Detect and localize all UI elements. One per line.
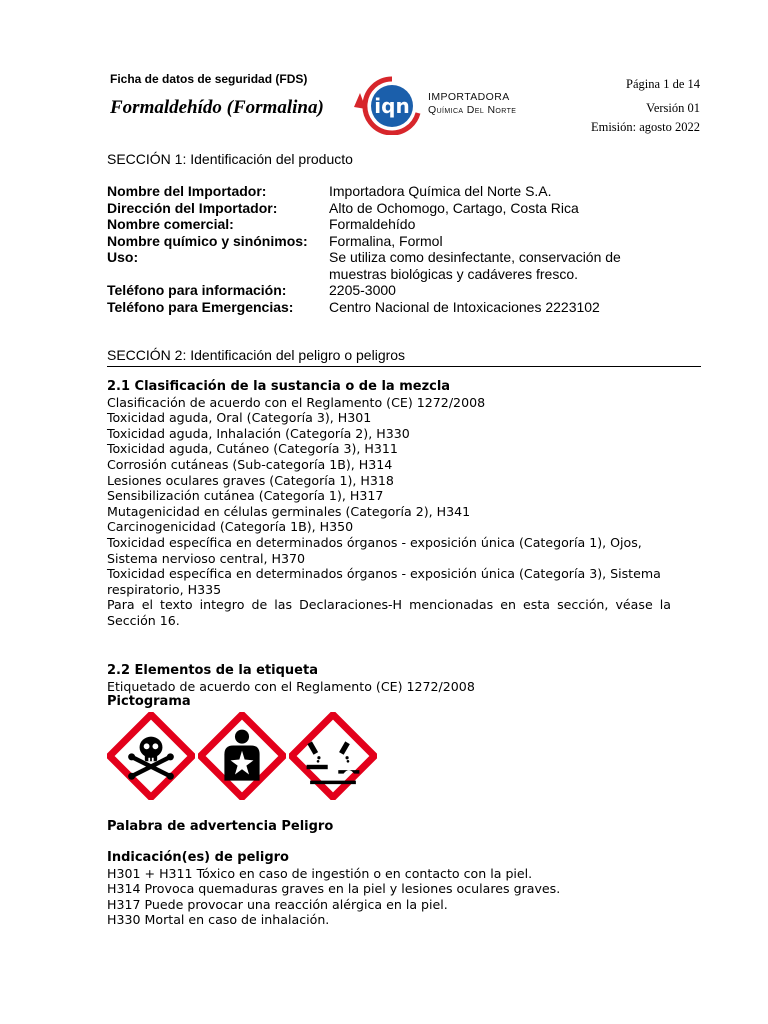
classification-block (107, 379, 671, 629)
classification-line: Lesiones oculares graves (Categoría 1), H318 (107, 472, 394, 488)
hazard-statement: H301 + H311 Tóxico en caso de ingestión o en contacto con la piel. (107, 865, 533, 881)
skull-crossbones-icon (107, 712, 195, 800)
doc-meta (591, 75, 700, 137)
kv-value: Se utiliza como desinfectante, conservación de muestras biológicas y cadáveres fresco. (329, 249, 621, 282)
kv-key: Teléfono para Emergencias: (107, 298, 294, 315)
kv-row (107, 249, 667, 282)
classification-line: Corrosión cutáneas (Sub-categoría 1B), H314 (107, 456, 393, 472)
classification-line: Toxicidad aguda, Inhalación (Categoría 2), H330 (107, 425, 410, 441)
kv-value: Alto de Ochomogo, Cartago, Costa Rica (329, 199, 579, 216)
kv-key: Uso: (107, 249, 139, 265)
kv-row (107, 299, 667, 316)
corrosion-icon (289, 712, 377, 800)
kv-key: Nombre comercial: (107, 216, 234, 232)
classification-line: Mutagenicidad en células germinales (Categoría 2), H341 (107, 503, 471, 519)
section-1-title: Identificación del producto (190, 151, 353, 167)
kv-row (107, 200, 667, 217)
classification-line: Carcinogenicidad (Categoría 1B), H350 (107, 519, 354, 535)
logo-text (428, 91, 516, 117)
hazard-statement: H330 Mortal en caso de inhalación. (107, 912, 330, 928)
classification-line: Toxicidad específica en determinados órganos - exposición única (Categoría 3), Sistema respiratorio, H335 (107, 566, 661, 597)
logo-mark: iqn (374, 94, 410, 118)
labelling-regulation: Etiquetado de acuerdo con el Reglamento (CE) 1272/2008 (107, 678, 475, 694)
kv-row (107, 233, 667, 250)
health-hazard-icon (198, 712, 286, 800)
product-title: Formaldehído (Formalina) (110, 97, 324, 118)
kv-row (107, 216, 667, 233)
kv-value: Centro Nacional de Intoxicaciones 2223102 (329, 298, 600, 315)
ghs-pictograms (107, 712, 377, 800)
subsection-2-2-title: 2.2 Elementos de la etiqueta (107, 663, 318, 678)
kv-key: Nombre del Importador: (107, 183, 267, 199)
document-type: Ficha de datos de seguridad (FDS) (110, 72, 308, 86)
logo-line-2: Química Del Norte (428, 104, 517, 116)
classification-line: Sensibilización cutánea (Categoría 1), H317 (107, 488, 384, 504)
pictogram-label: Pictograma (107, 694, 191, 710)
section-2-title: Identificación del peligro o peligros (190, 347, 406, 363)
kv-row (107, 282, 667, 299)
hazard-statements-block (107, 850, 671, 928)
hazard-statement: H317 Puede provocar una reacción alérgica en la piel. (107, 896, 448, 912)
kv-key: Nombre químico y sinónimos: (107, 232, 308, 249)
hazard-statement: H314 Provoca quemaduras graves en la piel y lesiones oculares graves. (107, 881, 561, 897)
page-number: Página 1 de 14 (626, 77, 700, 91)
kv-value: 2205-3000 (329, 282, 396, 298)
section-1-heading (107, 151, 353, 167)
classification-line: Toxicidad aguda, Oral (Categoría 3), H301 (107, 410, 372, 426)
kv-row (107, 183, 667, 200)
kv-value: Formaldehído (329, 216, 416, 232)
hazard-statements-title: Indicación(es) de peligro (107, 850, 289, 865)
kv-value: Importadora Química del Norte S.A. (329, 183, 552, 199)
section-1-number: SECCIÓN 1: (107, 151, 187, 167)
product-identification-table (107, 183, 667, 315)
logo-line-1: IMPORTADORA (428, 91, 510, 103)
issue-date: Emisión: agosto 2022 (590, 120, 700, 134)
h-statements-note: Para el texto integro de las Declaraciones-H mencionadas en esta sección, véase la Sección 16. (107, 597, 671, 628)
signal-word: Palabra de advertencia Peligro (107, 819, 334, 834)
section-2-number: SECCIÓN 2: (107, 347, 187, 363)
classification-line: Clasificación de acuerdo con el Reglamento (CE) 1272/2008 (107, 394, 486, 410)
kv-key: Teléfono para información: (107, 282, 287, 298)
kv-key: Dirección del Importador: (107, 199, 278, 216)
label-elements-block (107, 663, 671, 710)
section-2-heading (107, 347, 701, 367)
classification-line: Toxicidad aguda, Cutáneo (Categoría 3), H311 (107, 441, 398, 457)
version: Versión 01 (646, 101, 700, 115)
kv-value: Formalina, Formol (329, 232, 443, 249)
classification-line: Toxicidad específica en determinados órganos - exposición única (Categoría 1), Ojos, Sistema nervioso central, H370 (107, 534, 642, 566)
subsection-2-1-title: 2.1 Clasificación de la sustancia o de la mezcla (107, 379, 451, 394)
